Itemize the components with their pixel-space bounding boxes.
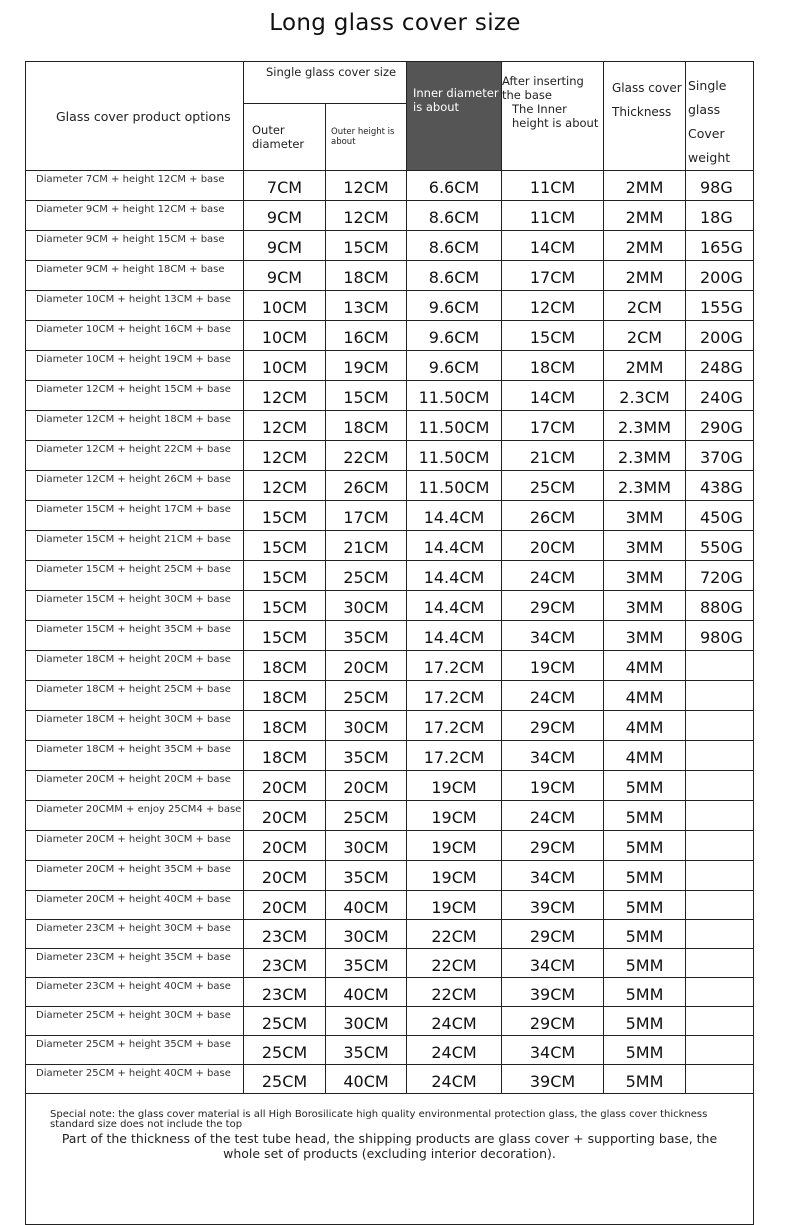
weight-cell: 155G [686,291,754,321]
weight-cell [686,978,754,1007]
header-weight [686,62,754,171]
table-row [26,711,754,741]
outer-diameter-cell: 23CM [244,920,326,949]
table-row [26,381,754,411]
outer-height-cell: 35CM [326,741,407,771]
inner-diameter-cell: 9.6CM [407,321,502,351]
inner-diameter-cell: 17.2CM [407,741,502,771]
option-cell: Diameter 9CM + height 12CM + base [26,201,244,231]
outer-height-cell: 20CM [326,651,407,681]
thickness-cell: 2MM [604,231,686,261]
weight-cell: 18G [686,201,754,231]
outer-diameter-cell: 20CM [244,891,326,920]
outer-height-cell: 30CM [326,1007,407,1036]
inner-height-cell: 29CM [502,1007,604,1036]
inner-diameter-cell: 19CM [407,861,502,891]
inner-height-cell: 19CM [502,771,604,801]
table-row [26,831,754,861]
thickness-cell: 5MM [604,1065,686,1094]
weight-cell: 438G [686,471,754,501]
thickness-cell: 5MM [604,949,686,978]
outer-height-cell: 30CM [326,591,407,621]
inner-height-cell: 17CM [502,411,604,441]
outer-height-cell: 21CM [326,531,407,561]
inner-diameter-cell: 19CM [407,801,502,831]
weight-cell [686,891,754,920]
outer-height-cell: 16CM [326,321,407,351]
inner-diameter-cell: 24CM [407,1065,502,1094]
outer-diameter-cell: 20CM [244,771,326,801]
outer-diameter-cell: 9CM [244,261,326,291]
option-cell: Diameter 15CM + height 21CM + base [26,531,244,561]
inner-height-cell: 17CM [502,261,604,291]
outer-height-cell: 30CM [326,831,407,861]
inner-diameter-cell: 22CM [407,949,502,978]
thickness-cell: 2MM [604,171,686,201]
inner-diameter-cell: 22CM [407,978,502,1007]
outer-height-cell: 35CM [326,1036,407,1065]
thickness-cell: 4MM [604,651,686,681]
weight-cell [686,861,754,891]
thickness-cell: 3MM [604,501,686,531]
thickness-cell: 4MM [604,711,686,741]
inner-diameter-cell: 14.4CM [407,591,502,621]
option-cell: Diameter 20CM + height 30CM + base [26,831,244,861]
option-cell: Diameter 15CM + height 17CM + base [26,501,244,531]
option-cell: Diameter 18CM + height 25CM + base [26,681,244,711]
inner-diameter-cell: 24CM [407,1007,502,1036]
table-row [26,531,754,561]
table-row [26,561,754,591]
thickness-cell: 2CM [604,321,686,351]
outer-height-cell: 19CM [326,351,407,381]
table-row [26,861,754,891]
inner-height-cell: 14CM [502,231,604,261]
inner-height-cell: 39CM [502,978,604,1007]
weight-cell [686,920,754,949]
outer-diameter-cell: 9CM [244,231,326,261]
table-row [26,681,754,711]
weight-cell: 98G [686,171,754,201]
table-row [26,261,754,291]
option-cell: Diameter 18CM + height 35CM + base [26,741,244,771]
outer-height-cell: 26CM [326,471,407,501]
inner-diameter-cell: 8.6CM [407,231,502,261]
thickness-cell: 2MM [604,261,686,291]
inner-diameter-cell: 19CM [407,831,502,861]
table-row [26,1007,754,1036]
inner-diameter-cell: 17.2CM [407,651,502,681]
inner-height-cell: 34CM [502,949,604,978]
outer-height-cell: 13CM [326,291,407,321]
table-row [26,621,754,651]
outer-height-cell: 18CM [326,261,407,291]
thickness-cell: 3MM [604,621,686,651]
table-row [26,501,754,531]
outer-diameter-cell: 20CM [244,831,326,861]
header-thickness-line2: Thickness [612,105,672,119]
option-cell: Diameter 12CM + height 22CM + base [26,441,244,471]
option-cell: Diameter 23CM + height 40CM + base [26,978,244,1007]
outer-height-cell: 25CM [326,801,407,831]
inner-height-cell: 39CM [502,891,604,920]
inner-diameter-cell: 19CM [407,891,502,920]
inner-height-cell: 11CM [502,171,604,201]
table-row [26,741,754,771]
inner-height-cell: 29CM [502,711,604,741]
outer-height-cell: 18CM [326,411,407,441]
outer-diameter-cell: 15CM [244,621,326,651]
thickness-cell: 5MM [604,801,686,831]
table-row [26,891,754,920]
option-cell: Diameter 25CM + height 30CM + base [26,1007,244,1036]
outer-diameter-cell: 12CM [244,381,326,411]
table-row [26,651,754,681]
outer-height-cell: 15CM [326,231,407,261]
thickness-cell: 4MM [604,741,686,771]
outer-height-cell: 17CM [326,501,407,531]
inner-diameter-cell: 6.6CM [407,171,502,201]
header-inner-height-line1: After inserting the base [502,74,584,102]
option-cell: Diameter 23CM + height 35CM + base [26,949,244,978]
weight-cell [686,801,754,831]
thickness-cell: 5MM [604,978,686,1007]
weight-cell [686,651,754,681]
header-single-size: Single glass cover size [244,62,407,104]
table-row [26,231,754,261]
table-row [26,801,754,831]
weight-cell [686,949,754,978]
weight-cell: 880G [686,591,754,621]
inner-height-cell: 34CM [502,621,604,651]
inner-height-cell: 20CM [502,531,604,561]
weight-cell: 370G [686,441,754,471]
table-row [26,471,754,501]
inner-diameter-cell: 22CM [407,920,502,949]
outer-diameter-cell: 18CM [244,711,326,741]
inner-height-cell: 11CM [502,201,604,231]
inner-diameter-cell: 11.50CM [407,471,502,501]
thickness-cell: 2CM [604,291,686,321]
thickness-cell: 5MM [604,1007,686,1036]
header-options: Glass cover product options [26,62,244,171]
table-row [26,1065,754,1094]
header-inner-diameter: Inner diameter is about [407,62,502,171]
thickness-cell: 5MM [604,831,686,861]
header-outer-height: Outer height is about [326,103,407,170]
inner-height-cell: 19CM [502,651,604,681]
inner-height-cell: 29CM [502,831,604,861]
table-row [26,321,754,351]
outer-diameter-cell: 18CM [244,741,326,771]
outer-height-cell: 30CM [326,920,407,949]
thickness-cell: 5MM [604,891,686,920]
inner-height-cell: 18CM [502,351,604,381]
inner-height-cell: 24CM [502,561,604,591]
outer-diameter-cell: 25CM [244,1036,326,1065]
outer-height-cell: 25CM [326,681,407,711]
option-cell: Diameter 20CM + height 35CM + base [26,861,244,891]
weight-cell: 240G [686,381,754,411]
thickness-cell: 3MM [604,531,686,561]
outer-diameter-cell: 25CM [244,1007,326,1036]
option-cell: Diameter 18CM + height 30CM + base [26,711,244,741]
option-cell: Diameter 18CM + height 20CM + base [26,651,244,681]
inner-height-cell: 34CM [502,1036,604,1065]
note-row [26,1094,754,1225]
outer-diameter-cell: 15CM [244,561,326,591]
inner-diameter-cell: 11.50CM [407,411,502,441]
outer-height-cell: 22CM [326,441,407,471]
outer-diameter-cell: 18CM [244,651,326,681]
inner-height-cell: 34CM [502,741,604,771]
outer-height-cell: 40CM [326,978,407,1007]
table-row [26,441,754,471]
outer-height-cell: 12CM [326,171,407,201]
thickness-cell: 5MM [604,861,686,891]
inner-diameter-cell: 14.4CM [407,501,502,531]
thickness-cell: 5MM [604,1036,686,1065]
header-weight-line2: Cover weight [688,126,731,165]
option-cell: Diameter 23CM + height 30CM + base [26,920,244,949]
inner-diameter-cell: 9.6CM [407,351,502,381]
thickness-cell: 2MM [604,201,686,231]
weight-cell: 720G [686,561,754,591]
header-weight-line1: Single glass [688,78,727,117]
note-line-1: Special note: the glass cover material is all High Borosilicate high quality environmental protection glass, the glass cover thickness standard size does not include the top [50,1109,708,1130]
page-title: Long glass cover size [269,10,521,36]
outer-diameter-cell: 25CM [244,1065,326,1094]
weight-cell: 290G [686,411,754,441]
outer-height-cell: 15CM [326,381,407,411]
weight-cell: 980G [686,621,754,651]
header-outer-diameter: Outer diameter [244,103,326,170]
inner-diameter-cell: 8.6CM [407,261,502,291]
weight-cell: 200G [686,261,754,291]
option-cell: Diameter 10CM + height 13CM + base [26,291,244,321]
option-cell: Diameter 9CM + height 18CM + base [26,261,244,291]
inner-diameter-cell: 17.2CM [407,711,502,741]
header-inner-height-line2: The Inner height is about [512,102,599,130]
weight-cell: 248G [686,351,754,381]
inner-diameter-cell: 9.6CM [407,291,502,321]
header-thickness [604,62,686,171]
header-thickness-line1: Glass cover [612,81,682,95]
weight-cell [686,741,754,771]
option-cell: Diameter 12CM + height 26CM + base [26,471,244,501]
outer-diameter-cell: 12CM [244,441,326,471]
outer-height-cell: 35CM [326,949,407,978]
option-cell: Diameter 10CM + height 16CM + base [26,321,244,351]
inner-height-cell: 29CM [502,591,604,621]
table-row [26,171,754,201]
option-cell: Diameter 9CM + height 15CM + base [26,231,244,261]
outer-diameter-cell: 12CM [244,471,326,501]
outer-height-cell: 35CM [326,861,407,891]
outer-diameter-cell: 9CM [244,201,326,231]
inner-diameter-cell: 14.4CM [407,531,502,561]
option-cell: Diameter 7CM + height 12CM + base [26,171,244,201]
table-row [26,591,754,621]
weight-cell [686,711,754,741]
outer-height-cell: 40CM [326,891,407,920]
option-cell: Diameter 25CM + height 40CM + base [26,1065,244,1094]
inner-height-cell: 24CM [502,681,604,711]
option-cell: Diameter 15CM + height 35CM + base [26,621,244,651]
outer-diameter-cell: 10CM [244,291,326,321]
weight-cell: 165G [686,231,754,261]
outer-height-cell: 12CM [326,201,407,231]
weight-cell [686,1036,754,1065]
thickness-cell: 2.3MM [604,471,686,501]
special-note [26,1094,754,1225]
outer-height-cell: 25CM [326,561,407,591]
note-line-2: Part of the thickness of the test tube head, the shipping products are glass cover + supporting base, the whole set of products (excluding interior decoration). [61,1131,718,1161]
outer-diameter-cell: 18CM [244,681,326,711]
outer-diameter-cell: 10CM [244,351,326,381]
option-cell: Diameter 20CM + height 20CM + base [26,771,244,801]
option-cell: Diameter 15CM + height 25CM + base [26,561,244,591]
weight-cell: 450G [686,501,754,531]
outer-diameter-cell: 15CM [244,531,326,561]
option-cell: Diameter 15CM + height 30CM + base [26,591,244,621]
outer-diameter-cell: 23CM [244,949,326,978]
inner-height-cell: 14CM [502,381,604,411]
inner-height-cell: 26CM [502,501,604,531]
thickness-cell: 2MM [604,351,686,381]
thickness-cell: 3MM [604,591,686,621]
outer-diameter-cell: 12CM [244,411,326,441]
thickness-cell: 2.3CM [604,381,686,411]
thickness-cell: 2.3MM [604,411,686,441]
outer-diameter-cell: 7CM [244,171,326,201]
outer-height-cell: 20CM [326,771,407,801]
inner-diameter-cell: 11.50CM [407,441,502,471]
outer-diameter-cell: 15CM [244,591,326,621]
table-row [26,291,754,321]
thickness-cell: 5MM [604,920,686,949]
inner-height-cell: 25CM [502,471,604,501]
inner-diameter-cell: 14.4CM [407,561,502,591]
inner-height-cell: 39CM [502,1065,604,1094]
inner-height-cell: 15CM [502,321,604,351]
inner-diameter-cell: 17.2CM [407,681,502,711]
thickness-cell: 2.3MM [604,441,686,471]
inner-height-cell: 21CM [502,441,604,471]
inner-height-cell: 29CM [502,920,604,949]
inner-diameter-cell: 19CM [407,771,502,801]
thickness-cell: 3MM [604,561,686,591]
table-row [26,978,754,1007]
outer-diameter-cell: 15CM [244,501,326,531]
option-cell: Diameter 20CMM + enjoy 25CM4 + base [26,801,244,831]
table-row [26,351,754,381]
option-cell: Diameter 20CM + height 40CM + base [26,891,244,920]
outer-diameter-cell: 10CM [244,321,326,351]
inner-diameter-cell: 14.4CM [407,621,502,651]
option-cell: Diameter 25CM + height 35CM + base [26,1036,244,1065]
option-cell: Diameter 12CM + height 18CM + base [26,411,244,441]
inner-diameter-cell: 8.6CM [407,201,502,231]
weight-cell [686,771,754,801]
inner-height-cell: 34CM [502,861,604,891]
inner-diameter-cell: 11.50CM [407,381,502,411]
table-row [26,771,754,801]
weight-cell [686,1065,754,1094]
outer-diameter-cell: 23CM [244,978,326,1007]
table-row [26,411,754,441]
outer-diameter-cell: 20CM [244,801,326,831]
inner-height-cell: 24CM [502,801,604,831]
thickness-cell: 5MM [604,771,686,801]
header-inner-height [502,62,604,171]
weight-cell [686,1007,754,1036]
outer-height-cell: 40CM [326,1065,407,1094]
table-row [26,920,754,949]
weight-cell: 200G [686,321,754,351]
weight-cell [686,681,754,711]
size-table [25,61,754,1225]
option-cell: Diameter 12CM + height 15CM + base [26,381,244,411]
table-row [26,949,754,978]
thickness-cell: 4MM [604,681,686,711]
outer-height-cell: 30CM [326,711,407,741]
inner-height-cell: 12CM [502,291,604,321]
inner-diameter-cell: 24CM [407,1036,502,1065]
outer-diameter-cell: 20CM [244,861,326,891]
table-row [26,1036,754,1065]
weight-cell [686,831,754,861]
option-cell: Diameter 10CM + height 19CM + base [26,351,244,381]
outer-height-cell: 35CM [326,621,407,651]
table-row [26,201,754,231]
weight-cell: 550G [686,531,754,561]
